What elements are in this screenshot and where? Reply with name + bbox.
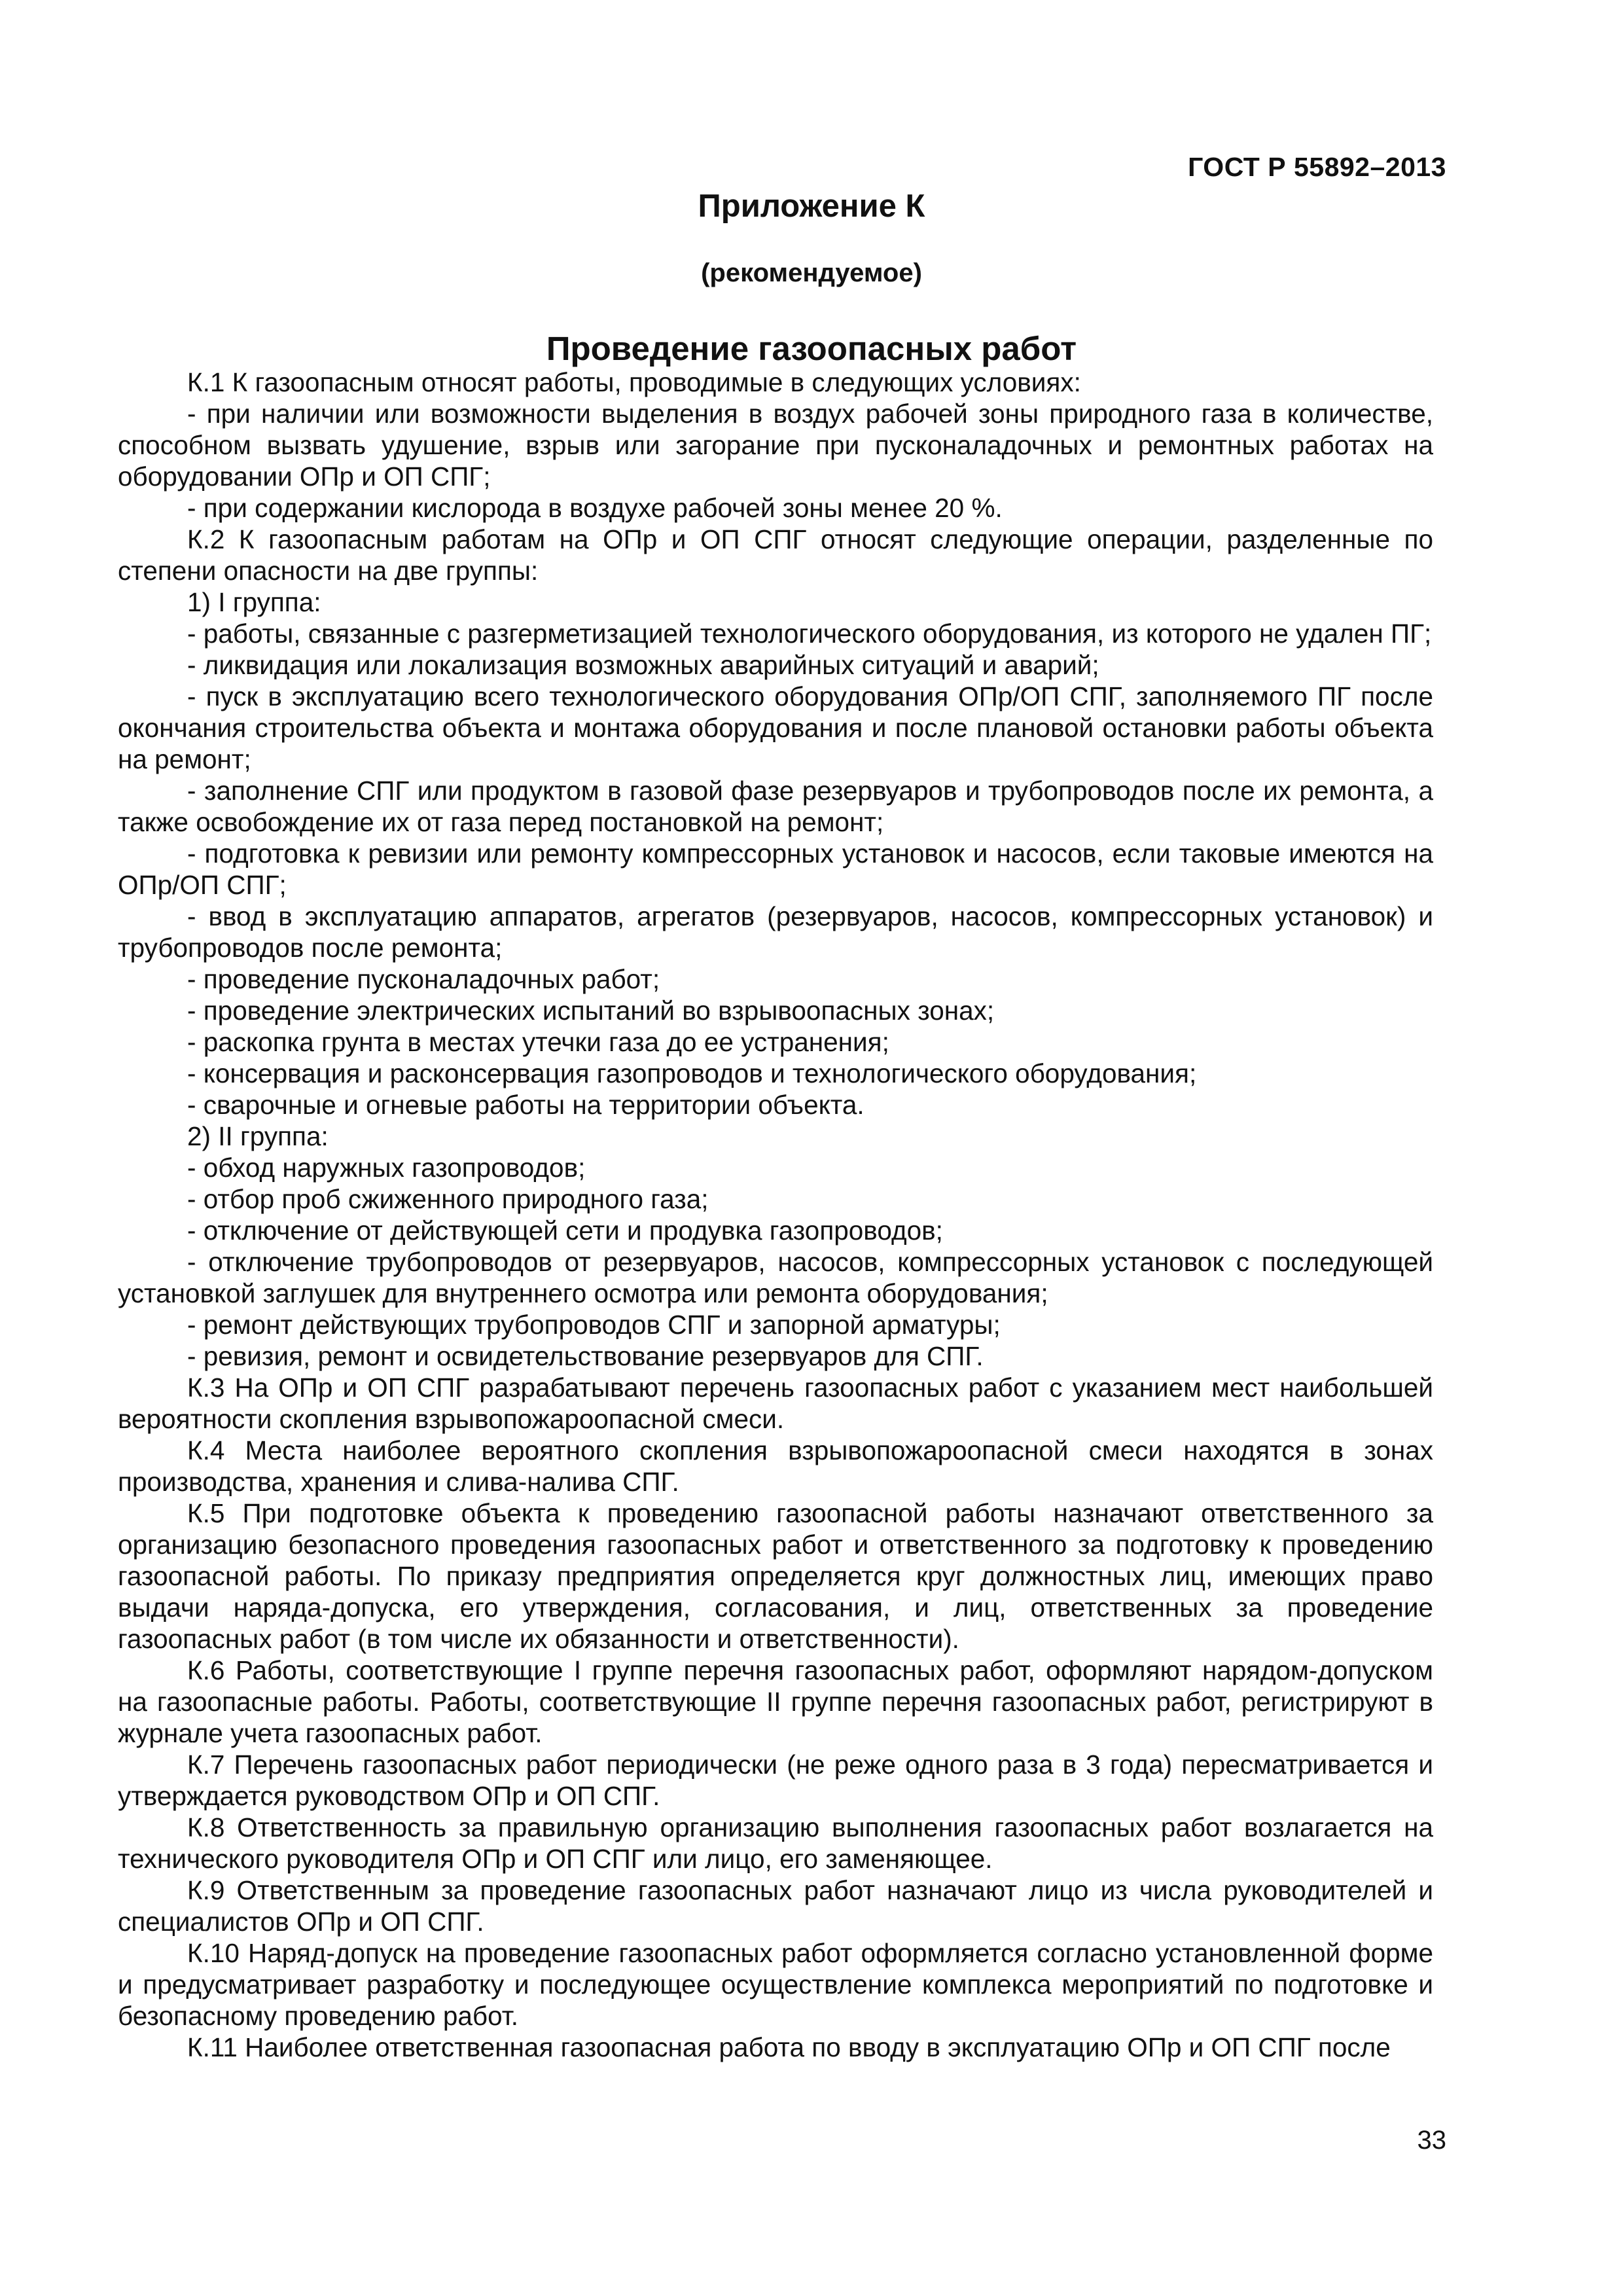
paragraph: К.5 При подготовке объекта к проведению газоопасной работы назначают ответственного за организацию безопасного проведения газоопасных работ и ответственного за подготовку к проведению газоопасной работы. По приказу предприятия определяется круг должностных лиц, имеющих право выдачи наряда-допуска, его утверждения, согласования, и лиц, ответственных за проведение газоопасных работ (в том числе их обязанности и ответственности). <box>118 1498 1433 1654</box>
annex-title: Приложение К <box>698 188 925 224</box>
list-item: - отключение от действующей сети и продувка газопроводов; <box>187 1215 943 1246</box>
group-heading: 1) I группа: <box>187 587 321 617</box>
paragraph: К.1 К газоопасным относят работы, проводимые в следующих условиях: <box>187 367 1081 397</box>
list-item: - проведение электрических испытаний во взрывоопасных зонах; <box>187 996 995 1026</box>
list-item: - консервация и расконсервация газопроводов и технологического оборудования; <box>187 1058 1197 1088</box>
list-item: - ликвидация или локализация возможных аварийных ситуаций и аварий; <box>187 650 1099 680</box>
section-title: Проведение газоопасных работ <box>546 330 1077 367</box>
list-item: - сварочные и огневые работы на территории объекта. <box>187 1090 865 1120</box>
list-item: - отбор проб сжиженного природного газа; <box>187 1184 709 1214</box>
list-item: - проведение пусконаладочных работ; <box>187 964 660 994</box>
paragraph: К.10 Наряд-допуск на проведение газоопасных работ оформляется согласно установленной форме и предусматривает разработку и последующее осуществление комплекса мероприятий по подготовке и безопасному проведению работ. <box>118 1938 1433 2031</box>
list-item: - при содержании кислорода в воздухе рабочей зоны менее 20 %. <box>187 493 1003 523</box>
list-item: - заполнение СПГ или продуктом в газовой фазе резервуаров и трубопроводов после их ремонта, а также освобождение их от газа перед постановкой на ремонт; <box>118 776 1433 837</box>
list-item: - при наличии или возможности выделения в воздух рабочей зоны природного газа в количестве, способном вызвать удушение, взрыв или загорание при пусконаладочных и ремонтных работах на оборудовании ОПр и ОП СПГ; <box>118 399 1433 492</box>
annex-status: (рекомендуемое) <box>701 259 922 287</box>
list-item: - пуск в эксплуатацию всего технологического оборудования ОПр/ОП СПГ, заполняемого ПГ после окончания строительства объекта и монтажа оборудования и после плановой остановки работы объекта на ремонт; <box>118 681 1433 774</box>
list-item: - ревизия, ремонт и освидетельствование резервуаров для СПГ. <box>187 1341 984 1371</box>
list-item: - ремонт действующих трубопроводов СПГ и запорной арматуры; <box>187 1310 1001 1340</box>
document-standard-id: ГОСТ Р 55892–2013 <box>1188 152 1446 182</box>
paragraph: К.2 К газоопасным работам на ОПр и ОП СПГ относят следующие операции, разделенные по степени опасности на две группы: <box>118 524 1433 586</box>
document-body <box>118 367 1433 2063</box>
paragraph: К.4 Места наиболее вероятного скопления взрывопожароопасной смеси находятся в зонах производства, хранения и слива-налива СПГ. <box>118 1435 1433 1497</box>
list-item: - работы, связанные с разгерметизацией технологического оборудования, из которого не удален ПГ; <box>187 619 1432 649</box>
list-item: - ввод в эксплуатацию аппаратов, агрегатов (резервуаров, насосов, компрессорных установок) и трубопроводов после ремонта; <box>118 901 1433 963</box>
paragraph: К.6 Работы, соответствующие I группе перечня газоопасных работ, оформляют нарядом-допуском на газоопасные работы. Работы, соответствующие II группе перечня газоопасных работ, регистрируют в журнале учета газоопасных работ. <box>118 1655 1433 1748</box>
list-item: - подготовка к ревизии или ремонту компрессорных установок и насосов, если таковые имеются на ОПр/ОП СПГ; <box>118 838 1433 900</box>
paragraph: К.3 На ОПр и ОП СПГ разрабатывают перечень газоопасных работ с указанием мест наибольшей вероятности скопления взрывопожароопасной смеси. <box>118 1372 1433 1434</box>
paragraph: К.11 Наиболее ответственная газоопасная работа по вводу в эксплуатацию ОПр и ОП СПГ после <box>187 2032 1391 2062</box>
paragraph: К.7 Перечень газоопасных работ периодически (не реже одного раза в 3 года) пересматривается и утверждается руководством ОПр и ОП СПГ. <box>118 1749 1433 1811</box>
list-item: - отключение трубопроводов от резервуаров, насосов, компрессорных установок с последующей установкой заглушек для внутреннего осмотра или ремонта оборудования; <box>118 1247 1433 1308</box>
group-heading: 2) II группа: <box>187 1121 329 1151</box>
paragraph: К.9 Ответственным за проведение газоопасных работ назначают лицо из числа руководителей и специалистов ОПр и ОП СПГ. <box>118 1875 1433 1937</box>
list-item: - раскопка грунта в местах утечки газа до ее устранения; <box>187 1027 889 1057</box>
paragraph: К.8 Ответственность за правильную организацию выполнения газоопасных работ возлагается на технического руководителя ОПр и ОП СПГ или лицо, его заменяющее. <box>118 1812 1433 1874</box>
page-number: 33 <box>1417 2126 1446 2155</box>
list-item: - обход наружных газопроводов; <box>187 1153 586 1183</box>
